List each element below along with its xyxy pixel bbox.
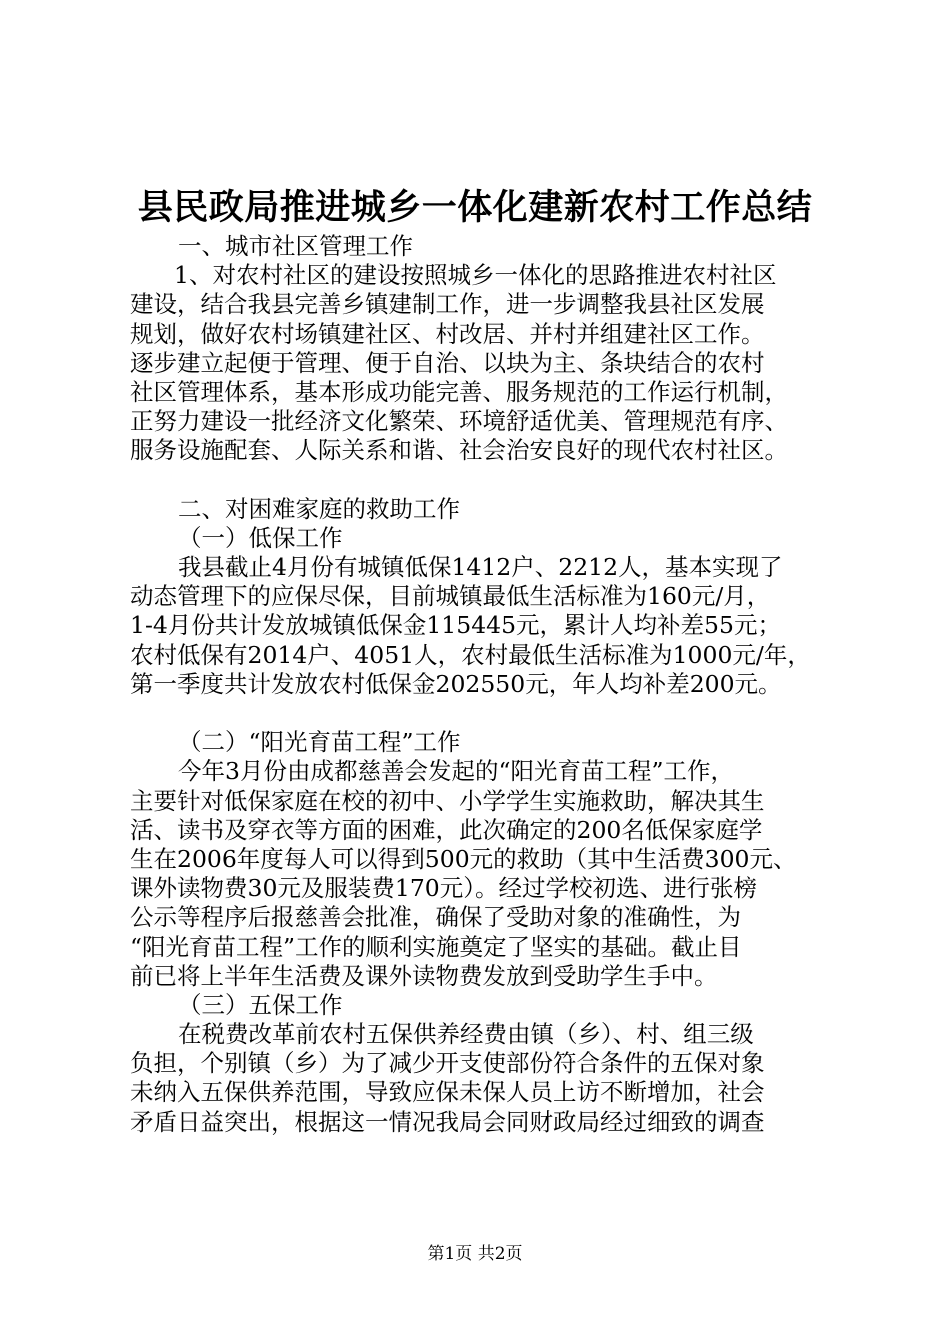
paragraph-line: 课外读物费30元及服装费170元）。经过学校初选、进行张榜 <box>130 874 758 903</box>
paragraph-line: 矛盾日益突出，根据这一情况我局会同财政局经过细致的调查 <box>130 1107 765 1136</box>
paragraph-line: 动态管理下的应保尽保，目前城镇最低生活标准为160元/月， <box>130 582 771 611</box>
paragraph-line: 我县截止4月份有城镇低保1412户、2212人，基本实现了 <box>178 553 783 582</box>
page-number-footer: 第1页 共2页 <box>427 1244 523 1264</box>
document-title: 县民政局推进城乡一体化建新农村工作总结 <box>137 188 813 228</box>
paragraph-line: 前已将上半年生活费及课外读物费发放到受助学生手中。 <box>130 961 718 990</box>
paragraph-line: 正努力建设一批经济文化繁荣、环境舒适优美、管理规范有序、 <box>130 407 788 436</box>
document-body <box>130 232 845 1137</box>
paragraph-line: 农村低保有2014户、4051人，农村最低生活标准为1000元/年， <box>130 640 811 669</box>
paragraph-line: 主要针对低保家庭在校的初中、小学学生实施救助，解决其生 <box>130 786 765 815</box>
subsection-heading: （三）五保工作 <box>178 990 343 1019</box>
subsection-heading: （一）低保工作 <box>178 523 343 552</box>
paragraph-line: 生在2006年度每人可以得到500元的救助（其中生活费300元、 <box>130 844 797 873</box>
paragraph-line: 逐步建立起便于管理、便于自治、以块为主、条块结合的农村 <box>130 348 765 377</box>
paragraph-line: 规划，做好农村场镇建社区、村改居、并村并组建社区工作。 <box>130 319 765 348</box>
paragraph-line: 负担，个别镇（乡）为了减少开支使部份符合条件的五保对象 <box>130 1049 765 1078</box>
section-heading-1: 一、城市社区管理工作 <box>178 232 413 260</box>
paragraph-line: 1-4月份共计发放城镇低保金115445元，累计人均补差55元； <box>130 611 781 640</box>
paragraph-line: 未纳入五保供养范围，导致应保未保人员上访不断增加，社会 <box>130 1078 765 1107</box>
paragraph-line: 今年3月份由成都慈善会发起的“阳光育苗工程”工作， <box>178 757 734 786</box>
paragraph-line: 社区管理体系，基本形成功能完善、服务规范的工作运行机制， <box>130 377 788 406</box>
paragraph-line: 建设，结合我县完善乡镇建制工作，进一步调整我县社区发展 <box>130 290 765 319</box>
blank-line <box>130 466 845 495</box>
paragraph-line: 1、对农村社区的建设按照城乡一体化的思路推进农村社区 <box>174 261 777 290</box>
subsection-heading: （二）“阳光育苗工程”工作 <box>178 728 461 757</box>
paragraph-line: “阳光育苗工程”工作的顺利实施奠定了坚实的基础。截止目 <box>130 932 742 961</box>
paragraph-line: 服务设施配套、人际关系和谐、社会治安良好的现代农村社区。 <box>130 436 788 465</box>
paragraph-line: 第一季度共计发放农村低保金202550元，年人均补差200元。 <box>130 669 782 698</box>
blank-line <box>130 699 845 728</box>
paragraph-line: 活、读书及穿衣等方面的困难，此次确定的200名低保家庭学 <box>130 815 763 844</box>
paragraph-line: 公示等程序后报慈善会批准，确保了受助对象的准确性，为 <box>130 903 741 932</box>
section-heading-2: 二、对困难家庭的救助工作 <box>178 494 460 523</box>
paragraph-line: 在税费改革前农村五保供养经费由镇（乡）、村、组三级 <box>178 1020 754 1049</box>
